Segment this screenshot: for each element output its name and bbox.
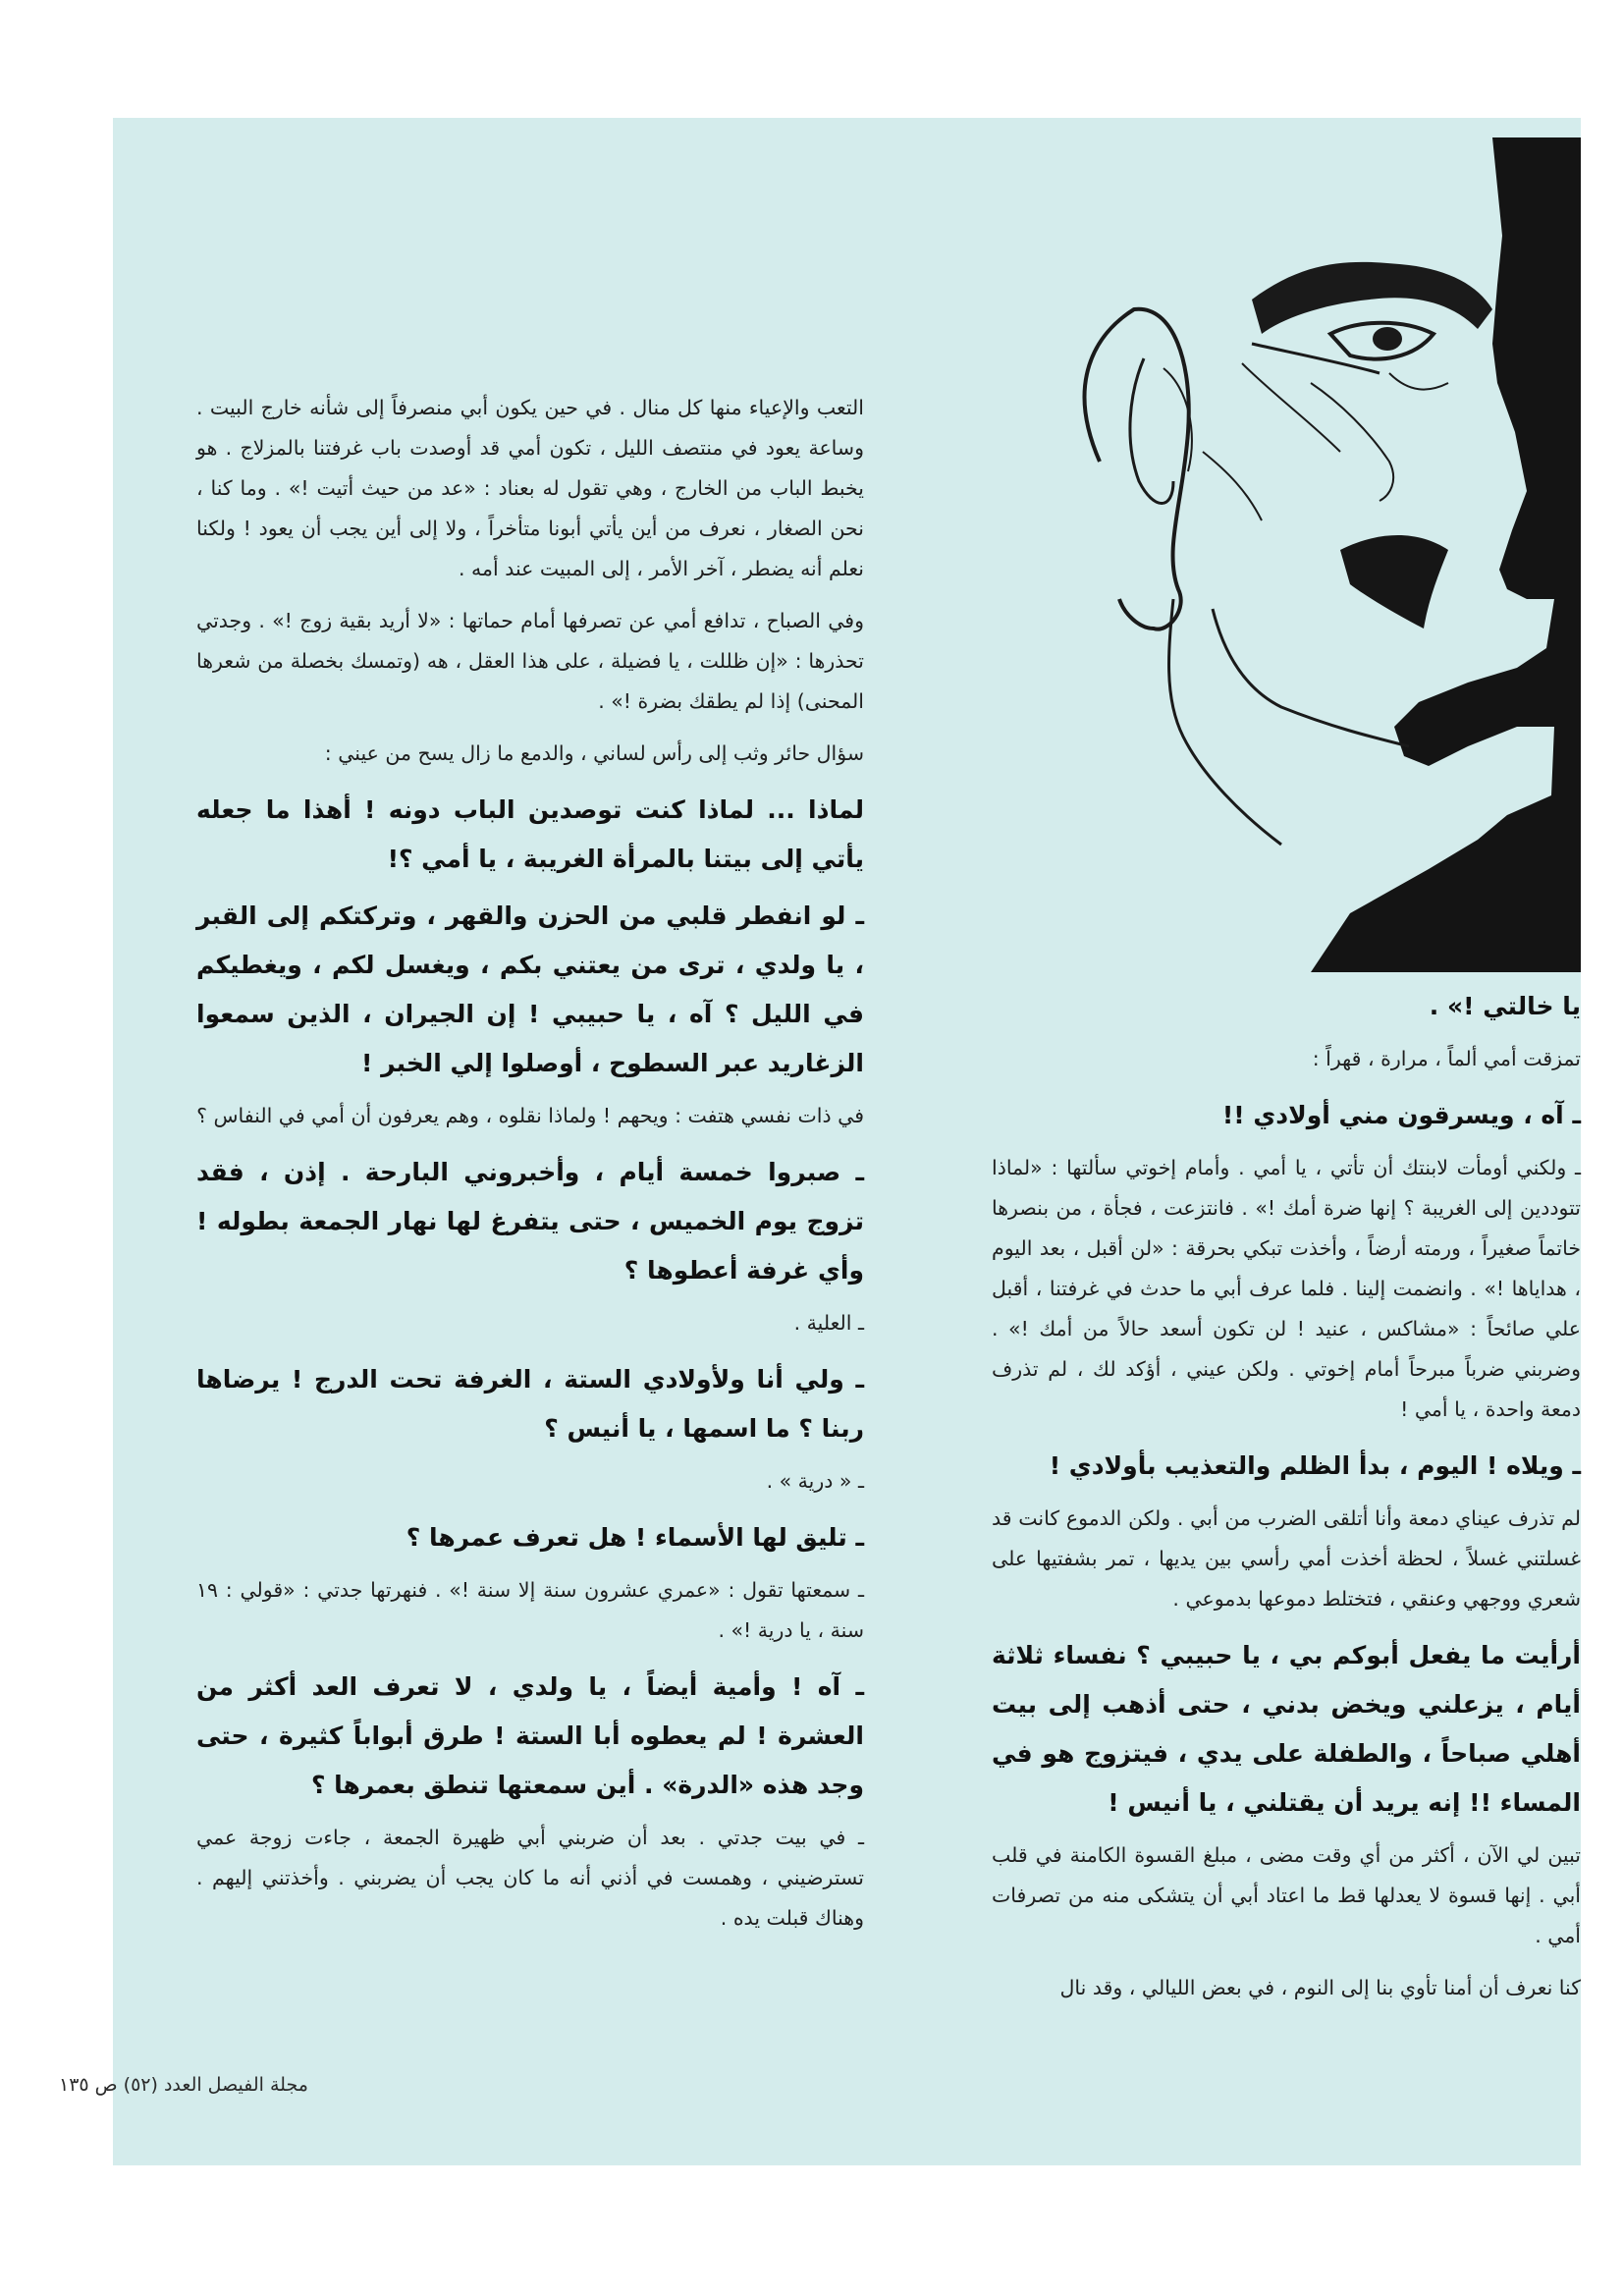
face-sketch-illustration	[1016, 137, 1581, 972]
page-footer: مجلة الفيصل العدد (٥٢) ص ١٣٥	[59, 2074, 308, 2096]
paragraph: ـ ولي أنا ولأولادي الستة ، الغرفة تحت الدرج ! يرضاها ربنا ؟ ما اسمها ، يا أنيس ؟	[196, 1365, 864, 1443]
paragraph: تمزقت أمي ألماً ، مرارة ، قهراً :	[1312, 1047, 1581, 1070]
paragraph: ـ صبروا خمسة أيام ، وأخبروني البارحة . إذن ، فقد تزوج يوم الخميس ، حتى يتفرغ لها نهار الجمعة بطوله ! وأي غرفة أعطوها ؟	[196, 1158, 864, 1285]
right-column	[992, 982, 1581, 2020]
left-column	[196, 388, 864, 1950]
paragraph: في ذات نفسي هتفت : ويحهم ! ولماذا نقلوه ، وهم يعرفون أن أمي في النفاس ؟	[196, 1104, 864, 1127]
paragraph: ـ « درية » .	[766, 1469, 864, 1493]
paragraph: كنا نعرف أن أمنا تأوي بنا إلى النوم ، في بعض الليالي ، وقد نال	[1059, 1976, 1581, 1999]
paragraph: التعب والإعياء منها كل منال . في حين يكون أبي منصرفاً إلى شأنه خارج البيت . وساعة يعود في منتصف الليل ، تكون أمي قد أوصدت باب غرفتنا بالمزلاج . هو يخبط الباب من الخارج ، وهي تقول له بعناد : «عد من حيث أتيت !» . وما كنا ، نحن الصغار ، نعرف من أين يأتي أبونا متأخراً ، ولا إلى أين يجب أن يعود ! ولكنا نعلم أنه يضطر ، آخر الأمر ، إلى المبيت عند أمه .	[196, 396, 864, 580]
paragraph: أرأيت ما يفعل أبوكم بي ، يا حبيبي ؟ نفساء ثلاثة أيام ، يزعلني ويخض بدني ، حتى أذهب إلى بيت أهلي صباحاً ، والطفلة على يدي ، فيتزوج هو في المساء !! إنه يريد أن يقتلني ، يا أنيس !	[992, 1641, 1581, 1817]
paragraph: لماذا ... لماذا كنت توصدين الباب دونه ! أهذا ما جعله يأتي إلى بيتنا بالمرأة الغريبة ، يا أمي ؟!	[196, 795, 864, 873]
paragraph: وفي الصباح ، تدافع أمي عن تصرفها أمام حماتها : «لا أريد بقية زوج !» . وجدتي تحذرها : «إن ظللت ، يا فضيلة ، على هذا العقل ، هه (وتمسك بخصلة من شعرها المحنى) إذا لم يطقك بضرة !» .	[196, 609, 864, 713]
paragraph: ـ آه ! وأمية أيضاً ، يا ولدي ، لا تعرف العد أكثر من العشرة ! لم يعطوه أبا الستة ! طرق أبواباً كثيرة ، حتى وجد هذه «الدرة» . أين سمعتها تنطق بعمرها ؟	[196, 1672, 864, 1799]
paragraph: سؤال حائر وثب إلى رأس لساني ، والدمع ما زال يسح من عيني :	[324, 741, 864, 765]
paragraph: لم تذرف عيناي دمعة وأنا أتلقى الضرب من أبي . ولكن الدموع كانت قد غسلتني غسلاً ، لحظة أخذت أمي رأسي بين يديها ، تمر بشفتيها على شعري ووجهي وعنقي ، فتختلط دموعها بدموعي .	[992, 1506, 1581, 1611]
paragraph: تبين لي الآن ، أكثر من أي وقت مضى ، مبلغ القسوة الكامنة في قلب أبي . إنها قسوة لا يعدلها قط ما اعتاد أبي أن يتشكى منه من تصرفات أمي .	[992, 1843, 1581, 1947]
paragraph: يا خالتي !» .	[1429, 992, 1581, 1020]
paragraph: ـ لو انفطر قلبي من الحزن والقهر ، وتركتكم إلى القبر ، يا ولدي ، ترى من يعتني بكم ، ويغسل لكم ، ويغطيكم في الليل ؟ آه ، يا حبيبي ! إن الجيران ، الذين سمعوا الزغاريد عبر السطوح ، أوصلوا إلي الخبر !	[196, 902, 864, 1077]
paragraph: ـ آه ، ويسرقون مني أولادي !!	[1221, 1101, 1581, 1129]
paragraph: ـ سمعتها تقول : «عمري عشرون سنة إلا سنة !» . فنهرتها جدتي : «قولي : ١٩ سنة ، يا درية !» .	[196, 1578, 864, 1642]
paragraph: ـ تليق لها الأسماء ! هل تعرف عمرها ؟	[406, 1523, 864, 1552]
paragraph: ـ في بيت جدتي . بعد أن ضربني أبي ظهيرة الجمعة ، جاءت زوجة عمي تسترضيني ، وهمست في أذني أنه ما كان يجب أن يضربني . وأخذتني إليهم . وهناك قبلت يده .	[196, 1826, 864, 1930]
paragraph: ـ العلية .	[793, 1311, 864, 1335]
paragraph: ـ ويلاه ! اليوم ، بدأ الظلم والتعذيب بأولادي !	[1049, 1451, 1581, 1480]
paragraph: ـ ولكني أومأت لابنتك أن تأتي ، يا أمي . وأمام إخوتي سألتها : «لماذا تتوددين إلى الغريبة ؟ إنها ضرة أمك !» . فانتزعت ، فجأة ، من بنصرها خاتماً صغيراً ، ورمته أرضاً ، وأخذت تبكي بحرقة : «لن أقبل ، بعد اليوم ، هداياها !» . وانضمت إلينا . فلما عرف أبي ما حدث في غرفتنا ، أقبل علي صائحاً : «مشاكس ، عنيد ! لن تكون أسعد حالاً من أمك !» . وضربني ضرباً مبرحاً أمام إخوتي . ولكن عيني ، أؤكد لك ، لم تذرف دمعة واحدة ، يا أمي !	[992, 1156, 1581, 1421]
